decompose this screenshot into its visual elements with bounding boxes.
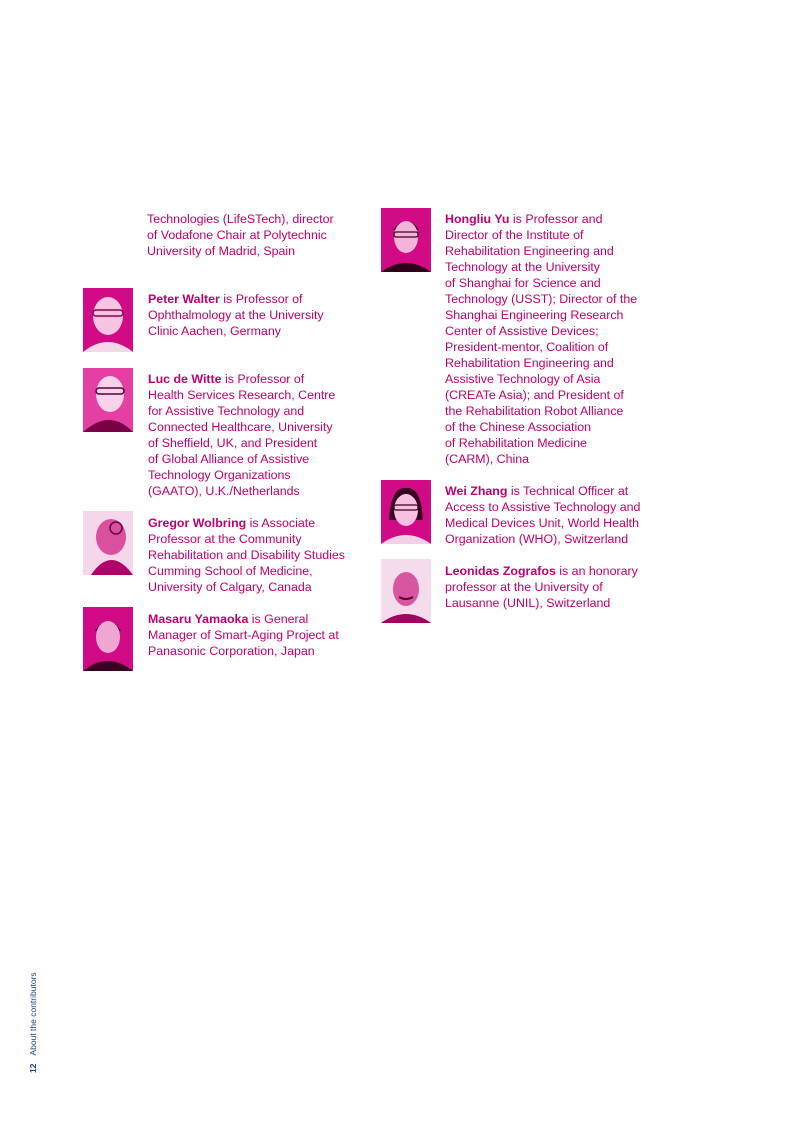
contributor-photo bbox=[381, 208, 431, 272]
bio-line: Access to Assistive Technology and bbox=[445, 500, 641, 514]
bio-line: Health Services Research, Centre bbox=[148, 388, 336, 402]
bio-entry bbox=[148, 611, 339, 659]
bio-line: Panasonic Corporation, Japan bbox=[148, 644, 315, 658]
bio-line: Cumming School of Medicine, bbox=[148, 564, 313, 578]
bio-line: Connected Healthcare, University bbox=[148, 420, 333, 434]
bio-line: University of Calgary, Canada bbox=[148, 580, 312, 594]
bio-line: Rehabilitation Engineering and bbox=[445, 356, 614, 370]
bio-line: (CREATe Asia); and President of bbox=[445, 388, 624, 402]
bio-line: professor at the University of bbox=[445, 580, 603, 594]
bio-line: (CARM), China bbox=[445, 452, 529, 466]
bio-line: is Professor of bbox=[221, 372, 305, 386]
contributor-photo bbox=[381, 559, 431, 623]
contributor-photo bbox=[83, 288, 133, 352]
bio-line: Lausanne (UNIL), Switzerland bbox=[445, 596, 611, 610]
bio-line: President-mentor, Coalition of bbox=[445, 340, 609, 354]
contributor-name: Hongliu Yu bbox=[445, 212, 510, 226]
bio-line: of Global Alliance of Assistive bbox=[148, 452, 310, 466]
contributor-name: Wei Zhang bbox=[445, 484, 508, 498]
bio-line: for Assistive Technology and bbox=[148, 404, 305, 418]
bio-line: of Rehabilitation Medicine bbox=[445, 436, 587, 450]
bio-entry bbox=[148, 291, 324, 339]
bio-line: Manager of Smart-Aging Project at bbox=[148, 628, 339, 642]
bio-line: Professor at the Community bbox=[148, 532, 302, 546]
contributor-name: Masaru Yamaoka bbox=[148, 612, 249, 626]
bio-line: Assistive Technology of Asia bbox=[445, 372, 601, 386]
bio-entry bbox=[148, 515, 345, 595]
bio-line: Rehabilitation and Disability Studies bbox=[148, 548, 345, 562]
bio-line: (GAATO), U.K./Netherlands bbox=[148, 484, 300, 498]
bio-line: is an honorary bbox=[555, 564, 638, 578]
bio-entry bbox=[445, 211, 637, 467]
bio-line: Technology (USST); Director of the bbox=[445, 292, 638, 306]
contributor-photo bbox=[83, 607, 133, 671]
section-title: About the contributors bbox=[28, 972, 38, 1056]
bio-line: University of Madrid, Spain bbox=[147, 244, 296, 258]
bio-line: is Professor and bbox=[509, 212, 603, 226]
contributor-photo bbox=[83, 368, 133, 432]
bio-line: the Rehabilitation Robot Alliance bbox=[445, 404, 624, 418]
bio-line: is General bbox=[248, 612, 309, 626]
contributor-name: Peter Walter bbox=[148, 292, 220, 306]
bio-entry bbox=[445, 563, 638, 611]
bio-line: Organization (WHO), Switzerland bbox=[445, 532, 629, 546]
bio-line: Center of Assistive Devices; bbox=[445, 324, 599, 338]
contributor-name: Gregor Wolbring bbox=[148, 516, 247, 530]
bio-continuation bbox=[147, 211, 334, 259]
bio-line: Technology Organizations bbox=[148, 468, 291, 482]
bio-line: Technologies (LifeSTech), director bbox=[147, 212, 334, 226]
contributor-name: Luc de Witte bbox=[148, 372, 222, 386]
bio-entry bbox=[445, 483, 640, 547]
bio-line: of Shanghai for Science and bbox=[445, 276, 601, 290]
contributor-photo bbox=[381, 480, 431, 544]
page-footer bbox=[28, 972, 38, 1073]
bio-line: of Vodafone Chair at Polytechnic bbox=[147, 228, 327, 242]
bio-line: is Technical Officer at bbox=[507, 484, 629, 498]
bio-line: is Associate bbox=[246, 516, 316, 530]
bio-line: Clinic Aachen, Germany bbox=[148, 324, 281, 338]
bio-line: Technology at the University bbox=[445, 260, 600, 274]
contributor-photo bbox=[83, 511, 133, 575]
bio-line: Director of the Institute of bbox=[445, 228, 584, 242]
page-number: 12 bbox=[28, 1063, 38, 1073]
bio-line: Rehabilitation Engineering and bbox=[445, 244, 614, 258]
bio-line: is Professor of bbox=[219, 292, 303, 306]
bio-line: Shanghai Engineering Research bbox=[445, 308, 624, 322]
bio-line: Ophthalmology at the University bbox=[148, 308, 324, 322]
contributor-name: Leonidas Zografos bbox=[445, 564, 556, 578]
bio-entry bbox=[148, 371, 335, 499]
bio-line: Medical Devices Unit, World Health bbox=[445, 516, 639, 530]
bio-line: of Sheffield, UK, and President bbox=[148, 436, 318, 450]
bio-line: of the Chinese Association bbox=[445, 420, 592, 434]
